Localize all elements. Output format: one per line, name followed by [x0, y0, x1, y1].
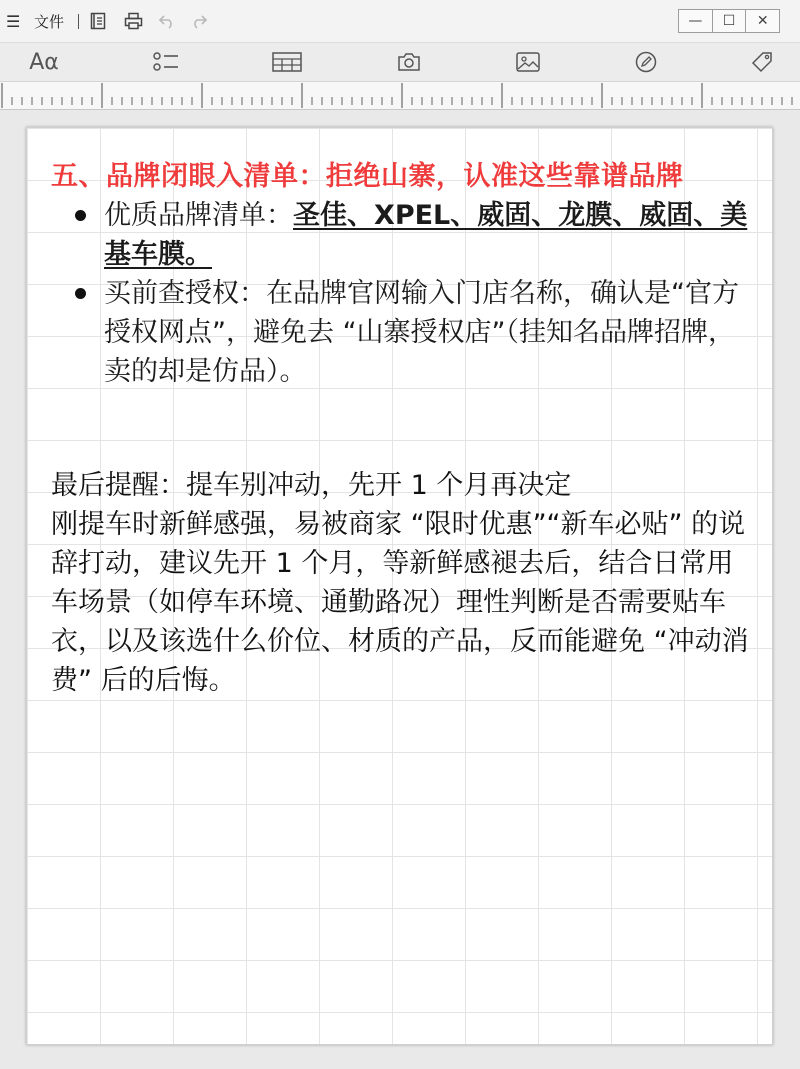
separator	[78, 14, 79, 29]
ruler-ticks	[0, 82, 800, 109]
table-icon[interactable]	[270, 43, 304, 81]
section-heading: 五、品牌闭眼入清单：拒绝山寨，认准这些靠谱品牌	[51, 161, 684, 192]
formatting-toolbar	[0, 43, 800, 81]
document-icon[interactable]	[90, 0, 106, 42]
final-reminder-body: 刚提车时新鲜感强，易被商家 “限时优惠”“新车必贴” 的说辞打动，建议先开 1 个月，等新鲜感褪去后，结合日常用车场景（如停车环境、通勤路况）理性判断是否需要贴车衣，以及该选什么价位、材质的产品，反而能避免 “冲动消费” 后的后悔。	[51, 509, 749, 696]
document-content[interactable]	[51, 158, 756, 700]
brand-list: 圣佳、XPEL、威固、龙膜、威固、美基车膜。	[104, 200, 748, 270]
file-menu[interactable]: 文件	[34, 12, 65, 31]
list-item	[51, 274, 756, 391]
ruler	[0, 81, 800, 110]
final-reminder-title: 最后提醒：提车别冲动，先开 1 个月再决定	[51, 470, 572, 501]
font-icon[interactable]: Aα	[29, 49, 59, 75]
list-item	[51, 196, 756, 274]
camera-icon[interactable]	[393, 43, 425, 81]
title-bar	[0, 0, 800, 43]
document-page[interactable]	[26, 127, 773, 1045]
menu-icon[interactable]: ☰	[6, 11, 21, 31]
redo-icon[interactable]	[190, 0, 208, 42]
bullet-label: 买前查授权：	[104, 278, 266, 309]
maximize-button[interactable]: ☐	[713, 10, 747, 32]
bullet-icon	[75, 210, 86, 221]
image-icon[interactable]	[512, 43, 544, 81]
window-controls	[678, 9, 780, 33]
undo-icon[interactable]	[158, 0, 176, 42]
close-button[interactable]: ✕	[756, 13, 769, 29]
pen-icon[interactable]	[630, 43, 662, 81]
spacer	[51, 391, 756, 466]
bullet-list	[51, 196, 756, 391]
bullet-text: 在品牌官网输入门店名称，确认是“官方授权网点”，避免去 “山寨授权店”（挂知名品牌招牌，卖的却是仿品）。	[104, 278, 739, 387]
list-icon[interactable]	[150, 43, 182, 81]
minimize-button[interactable]: —	[679, 10, 713, 32]
tag-icon[interactable]	[746, 43, 778, 81]
print-icon[interactable]	[124, 0, 143, 42]
bullet-label: 优质品牌清单：	[104, 200, 293, 231]
bullet-icon	[75, 288, 86, 299]
